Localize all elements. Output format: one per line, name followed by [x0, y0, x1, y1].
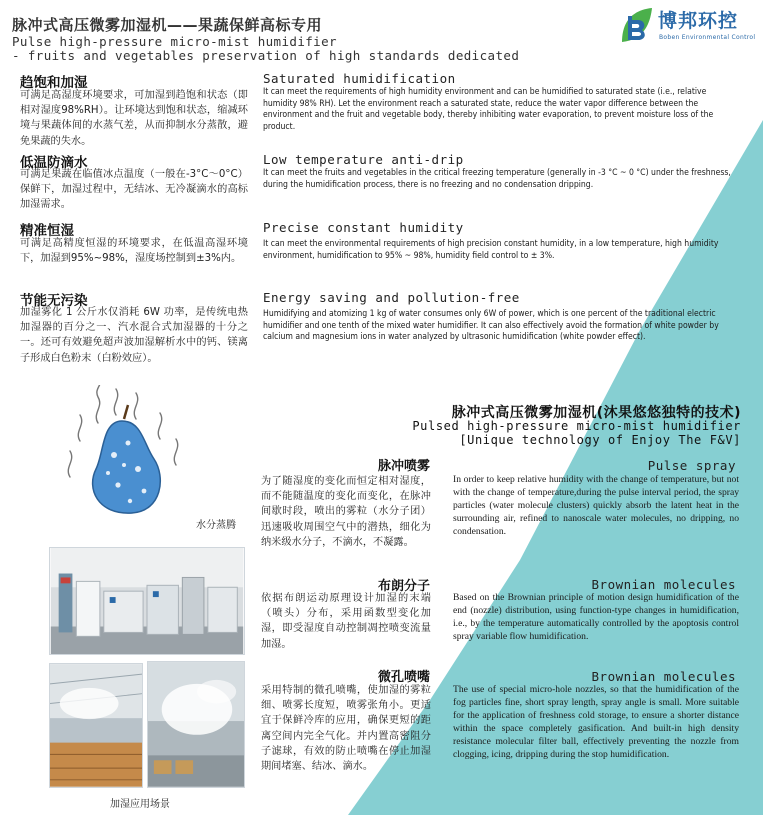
tech-3-text-en: The use of special micro-hole nozzles, so that the humidification of the fog particles fine, short spray length, spray angle is small. More suitable for the application of freshness cold storage, to ensure a shorter distance within the space completely gasification. And built-in high density resistance molecular filter ball, effectively preventing the nozzle from clogging, icing, dripping during the stop humidification. [453, 684, 739, 760]
company-logo [618, 4, 758, 48]
feature-2-title-cn: 低温防滴水 [20, 155, 88, 171]
feature-3-title-en: Precise constant humidity [263, 220, 464, 235]
cold-storage-photo-1 [49, 663, 143, 788]
pear-caption: 水分蒸腾 [196, 520, 236, 531]
leaf-b-logo-icon [618, 6, 656, 46]
feature-1-title-cn: 趋饱和加湿 [20, 75, 88, 91]
tech-1-title-en: Pulse spray [647, 458, 736, 473]
feature-1-text-en: It can meet the requirements of high humidity environment and can be humidified to saturated state (i.e., relative humidity 98% RH). Let the environment reach a saturated state, reduce the water vapor difference between the environment and the fruit and vegetable body, thereby inhibiting water evaporation, to prevent moisture loss of the product. [263, 87, 714, 132]
feature-4-text-cn: 加湿雾化 1 公斤水仅消耗 6W 功率，是传统电热加湿器的百分之一、汽水混合式加湿器的十分之一。还可有效避免超声波加湿解析水中的钙、镁离子形成白色粉末（白粉效应）。 [20, 307, 248, 364]
logo-subtitle: Boben Environmental Control [659, 34, 756, 41]
pear-illustration [58, 385, 198, 520]
logo-name: 博邦环控 [658, 10, 739, 32]
feature-3-text-en: It can meet the environmental requirements of high precision constant humidity, in a low temperature, high humidity environment, humidification to 95% ~ 98%, humidity field control to ± 3%. [263, 239, 719, 261]
section2-title-cn: 脉冲式高压微雾加湿机(沐果悠悠独特的技术) [451, 405, 741, 421]
tech-3-text-cn: 采用特制的微孔喷嘴，使加湿的雾粒细、喷雾长度短，喷雾张角小。更适宜于保鲜冷库的应用，确保更短的距离空间内完全气化。并内置高密阻分子滤球，有效的防止喷嘴在停止加湿期间堵塞、结冰、滴水。 [261, 685, 431, 773]
feature-3-title-cn: 精准恒湿 [20, 223, 74, 239]
feature-1-title-en: Saturated humidification [263, 71, 456, 86]
photos-caption: 加湿应用场景 [110, 799, 170, 810]
feature-2-text-cn: 可满足果蔬在临值冰点温度（一般在-3°C～0°C）保鲜下，加湿过程中，无结冰、无冷凝滴水的高标加湿需求。 [20, 169, 248, 211]
tech-1-title-cn: 脉冲喷雾 [377, 459, 430, 474]
humidifier-machine-photo [49, 547, 245, 655]
feature-4-text-en: Humidifying and atomizing 1 kg of water consumes only 6W of power, which is one percent of the traditional electric humidifier and one tenth of the mixed water humidifier. It can also effectively avoid the formation of white powder by calcium and magnesium ions in water analyzed by ultrasonic humidification (white powder effect). [263, 309, 719, 343]
feature-4-title-cn: 节能无污染 [20, 293, 88, 309]
section2-title-en-line2: [Unique technology of Enjoy The F&V] [459, 433, 741, 447]
page-title-cn: 脉冲式高压微雾加湿机——果蔬保鲜高标专用 [12, 16, 323, 34]
tech-1-text-en: In order to keep relative humidity with the change of temperature, but not with the change of temperature,during the pulse interval period, the spray particles (water molecule clusters) quickly absorb the latent heat in the surrounding air, refined to nanoscale water molecules, no dripping, no condensation. [453, 474, 739, 537]
tech-2-title-cn: 布朗分子 [377, 579, 430, 594]
feature-3-text-cn: 可满足高精度恒湿的环境要求，在低温高湿环境下，加湿到95%~98%，湿度场控制到±3%内。 [20, 238, 248, 265]
feature-2-text-en: It can meet the fruits and vegetables in the critical freezing temperature (generally in -3 °C ~ 0 °C) under the freshness, during the humidification process, there is no freezing and no condensation dripping. [263, 168, 731, 190]
section2-title-en-line1: Pulsed high-pressure micro-mist humidifier [412, 419, 741, 433]
cold-storage-photo-2 [147, 661, 245, 788]
tech-2-text-cn: 依据布朗运动原理设计加湿的末端（喷头）分布，采用函数型变化加湿，即受湿度自动控制凋控喷变流量加湿。 [261, 593, 431, 650]
tech-2-text-en: Based on the Brownian principle of motion design humidification of the end (nozzle) distribution, using function-type changes in humidification, i.e., by the temperature automatically controlled by the apoptosis control spray variable flow humidification. [453, 592, 739, 642]
feature-4-title-en: Energy saving and pollution-free [263, 290, 520, 305]
tech-3-title-en: Brownian molecules [591, 669, 736, 684]
tech-2-title-en: Brownian molecules [591, 577, 736, 592]
feature-2-title-en: Low temperature anti-drip [263, 152, 464, 167]
feature-1-text-cn: 可满足高湿度环境要求，可加湿到趋饱和状态（即相对湿度98%RH）。让环境达到饱和状态，缩减环境与果蔬体间的水蒸气差，从而抑制水分蒸散，避免果蔬的失水。 [20, 90, 248, 147]
page-title-en-line2: - fruits and vegetables preservation of high standards dedicated [12, 48, 520, 63]
tech-1-text-cn: 为了随湿度的变化而恒定相对湿度，而不能随温度的变化而变化，在脉冲间歇时段，喷出的雾粒（水分子团）迅速吸收周围空气中的潜热，细化为纳米级水分子，不滴水，不凝露。 [261, 476, 431, 548]
page-title-en-line1: Pulse high-pressure micro-mist humidifier [12, 34, 337, 49]
tech-3-title-cn: 微孔喷嘴 [377, 670, 430, 685]
